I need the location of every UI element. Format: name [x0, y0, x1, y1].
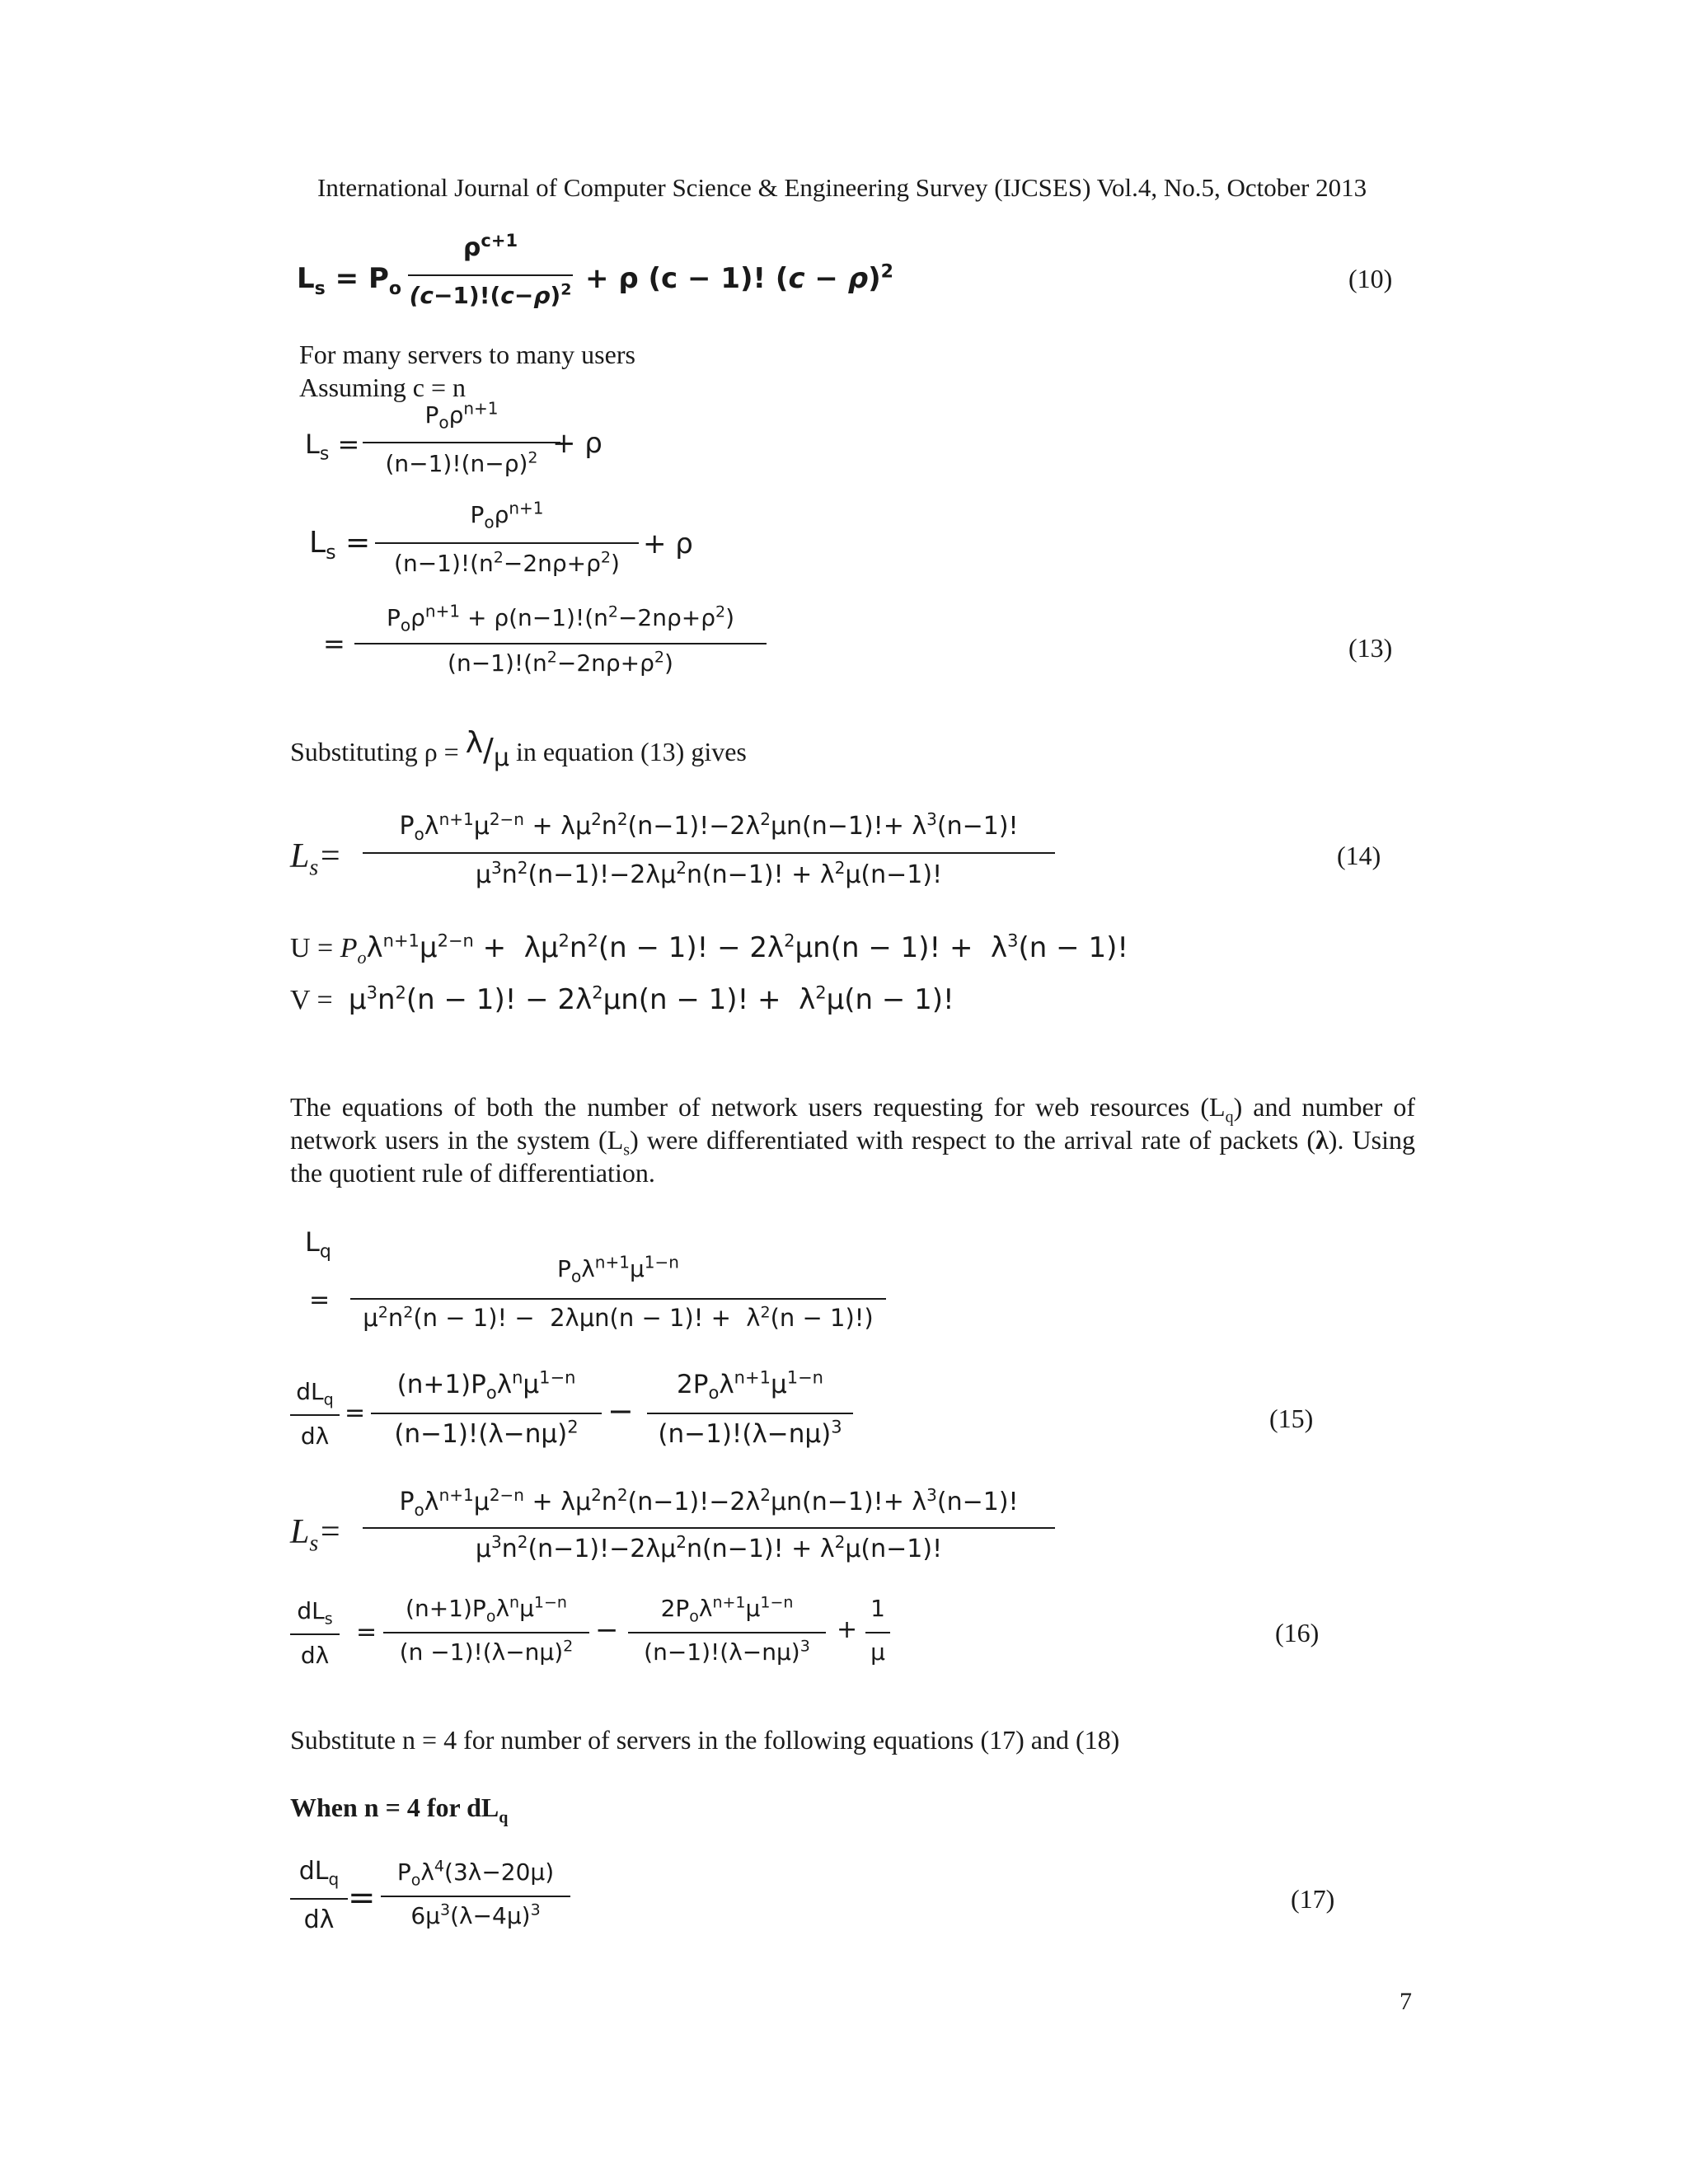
eq16-term2-bar	[628, 1632, 826, 1633]
eq12-lhs: $L_s$ =	[309, 526, 371, 565]
eq16-term1-bar	[383, 1632, 589, 1633]
eq15-number: (15)	[1269, 1404, 1314, 1433]
eq16-term1-den: $(n -1)!(\lambda-n\mu)^2$	[399, 1637, 574, 1666]
eq15-lhs-den: dλ	[300, 1422, 330, 1450]
eq10-lhs: $L_s = P_o$	[297, 262, 401, 299]
eq10-denominator: $(c-1)!(c-\rho)^2$	[409, 280, 572, 309]
eq15-equals: =	[345, 1399, 366, 1427]
lambda-symbol: λ	[465, 726, 484, 760]
eq17-equals: =	[348, 1879, 376, 1917]
eq10-numerator: $\rho^{c+1}$	[462, 231, 518, 262]
eq16-plus: +	[837, 1615, 858, 1644]
eq13-number: (13)	[1348, 633, 1393, 663]
eq13-numerator: $P_o\rho^{n+1} + \rho(n-1)!(n^2-2n\rho+\rho^2)$	[386, 601, 735, 635]
eq14-denominator: $\mu^3n^2(n-1)!-2\lambda\mu^2n(n-1)$! + $\lambda^2\mu(n-1)$!	[475, 858, 943, 889]
eq10-number: (10)	[1348, 264, 1393, 293]
eq11-numerator: $P_o\rho^{n+1}$	[424, 398, 499, 433]
eq16-lhs-num: $dL_s$	[297, 1597, 333, 1629]
eq17-denominator: $6\mu^3(\lambda-4\mu)^3$	[410, 1900, 541, 1929]
eqLq-fraction-bar	[350, 1298, 886, 1300]
eq16-number: (16)	[1275, 1618, 1320, 1647]
eq14-fraction-bar	[363, 852, 1055, 854]
eq14-lhs: $L_s=$	[290, 837, 342, 881]
eq14b-lhs: $L_s=$	[290, 1513, 342, 1557]
U-definition: $U = P_o\lambda^{n+1}\mu^{2-n} + \lambda\mu^2n^2(n - 1)$! − $2\lambda^2\mu n(n - 1)$! + $\lambda^3(n - 1)$!	[290, 930, 1128, 968]
eq11-fraction-bar	[363, 442, 560, 443]
eq16-term1-num: $(n+1)P_o\lambda^n\mu^{1-n}$	[406, 1593, 567, 1626]
eq17-lhs-bar	[290, 1898, 348, 1900]
eq14b-fraction-bar	[363, 1527, 1055, 1529]
eq15-term2-bar	[647, 1413, 853, 1414]
eq10-tail: + ρ (c − 1)! $(c - \rho)^2$	[585, 261, 893, 295]
eq11-denominator: $(n-1)!(n-\rho)^2$	[385, 448, 538, 477]
eq15-lhs-num: $dL_q$	[296, 1378, 334, 1409]
eq13-lhs: =	[323, 628, 345, 659]
eqLq-lhs: $L_q$	[305, 1226, 331, 1263]
eq15-term1-bar	[371, 1413, 602, 1414]
eq17-lhs-num: $dL_q$	[298, 1857, 340, 1889]
eq14-number: (14)	[1337, 841, 1381, 870]
eqLq-denominator: $\mu^2n^2(n - 1)$! − 2λμn(n − 1)! + $\lambda^2(n - 1)$!)	[363, 1303, 874, 1332]
slash-symbol: /	[483, 732, 494, 768]
eqLq-equals: =	[309, 1286, 331, 1315]
eq12-numerator: $P_o\rho^{n+1}$	[470, 498, 544, 532]
eq16-lhs-bar	[290, 1633, 340, 1635]
V-definition: $V = \mu^3n^2(n - 1)$! − $2\lambda^2\mu n(n - 1)$! + $\lambda^2\mu(n - 1)$!	[290, 982, 954, 1016]
eq15-lhs-bar	[290, 1414, 340, 1416]
eq17-number: (17)	[1291, 1884, 1335, 1914]
eq16-equals: =	[356, 1618, 377, 1647]
eq13-fraction-bar	[354, 643, 767, 644]
substituting-line	[290, 726, 747, 772]
eq13-denominator: $(n-1)!(n^2-2n\rho+\rho^2)$	[448, 648, 673, 677]
eq11-tail: + ρ	[552, 427, 603, 460]
eq11-lhs: $L_s$ =	[305, 429, 360, 465]
substituting-text-a: Substituting ρ =	[290, 737, 459, 766]
eq14b-denominator: $\mu^3n^2(n-1)!-2\lambda\mu^2n(n-1)$! + $\lambda^2\mu(n-1)$!	[475, 1532, 943, 1563]
eq15-term2-den: $(n-1)!(\lambda-n\mu)^3$	[658, 1417, 842, 1449]
eq16-term3-num: 1	[870, 1595, 885, 1622]
eq16-term2-den: $(n-1)!(\lambda-n\mu)^3$	[644, 1637, 810, 1666]
eq17-lhs-den: dλ	[303, 1905, 335, 1934]
eq15-term1-num: $(n+1)P_o\lambda^n\mu^{1-n}$	[396, 1367, 576, 1404]
eqLq-numerator: $P_o\lambda^{n+1}\mu^{1-n}$	[557, 1252, 679, 1286]
eq16-term2-num: $2P_o\lambda^{n+1}\mu^{1-n}$	[660, 1593, 794, 1626]
eq16-minus: −	[595, 1614, 619, 1647]
eq10-fraction-bar	[408, 274, 573, 276]
page-number: 7	[1400, 1988, 1412, 2015]
body-paragraph: The equations of both the number of network users requesting for web resources $(L_q)$ and number of network users in the system $(L_s)$ were differentiated with respect to the arrival rate of packets (λ). Using the quotient rule of differentiation.	[290, 1092, 1416, 1188]
eq15-term1-den: $(n-1)!(\lambda-n\mu)^2$	[394, 1417, 579, 1449]
eq14b-numerator: $P_o\lambda^{n+1}\mu^{2-n} + \lambda\mu^2n^2(n-1)!-2\lambda^2\mu n(n-1)!+ \lambda^3(n-1)$!	[399, 1485, 1019, 1520]
intro-line-2: Assuming c = n	[299, 373, 467, 402]
intro-line-1: For many servers to many users	[299, 340, 635, 369]
substituting-text-b: in equation (13) gives	[515, 737, 747, 766]
eq15-minus: −	[607, 1393, 634, 1429]
eq17-fraction-bar	[381, 1896, 570, 1897]
when-n4-heading: When n = 4 for $dL_q$	[290, 1793, 509, 1827]
eq12-denominator: $(n-1)!(n^2-2n\rho+\rho^2)$	[394, 548, 620, 577]
running-header: International Journal of Computer Science & Engineering Survey (IJCSES) Vol.4, No.5, October 2013	[317, 173, 1367, 202]
eq16-term3-bar	[865, 1632, 890, 1633]
eq16-lhs-den: dλ	[300, 1642, 330, 1669]
eq12-tail: + ρ	[643, 527, 693, 560]
eq17-numerator: $P_o\lambda^4(3\lambda-20\mu)$	[396, 1857, 555, 1890]
eq16-term3-den: μ	[870, 1638, 885, 1666]
eq12-fraction-bar	[375, 542, 639, 544]
mu-symbol: μ	[493, 743, 509, 772]
substitute-n-line: Substitute n = 4 for number of servers in the following equations (17) and (18)	[290, 1725, 1120, 1755]
eq14-numerator: $P_o\lambda^{n+1}\mu^{2-n} + \lambda\mu^2n^2(n-1)!-2\lambda^2\mu n(n-1)!+ \lambda^3(n-1)$!	[399, 809, 1019, 844]
eq15-term2-num: $2P_o\lambda^{n+1}\mu^{1-n}$	[677, 1367, 823, 1404]
